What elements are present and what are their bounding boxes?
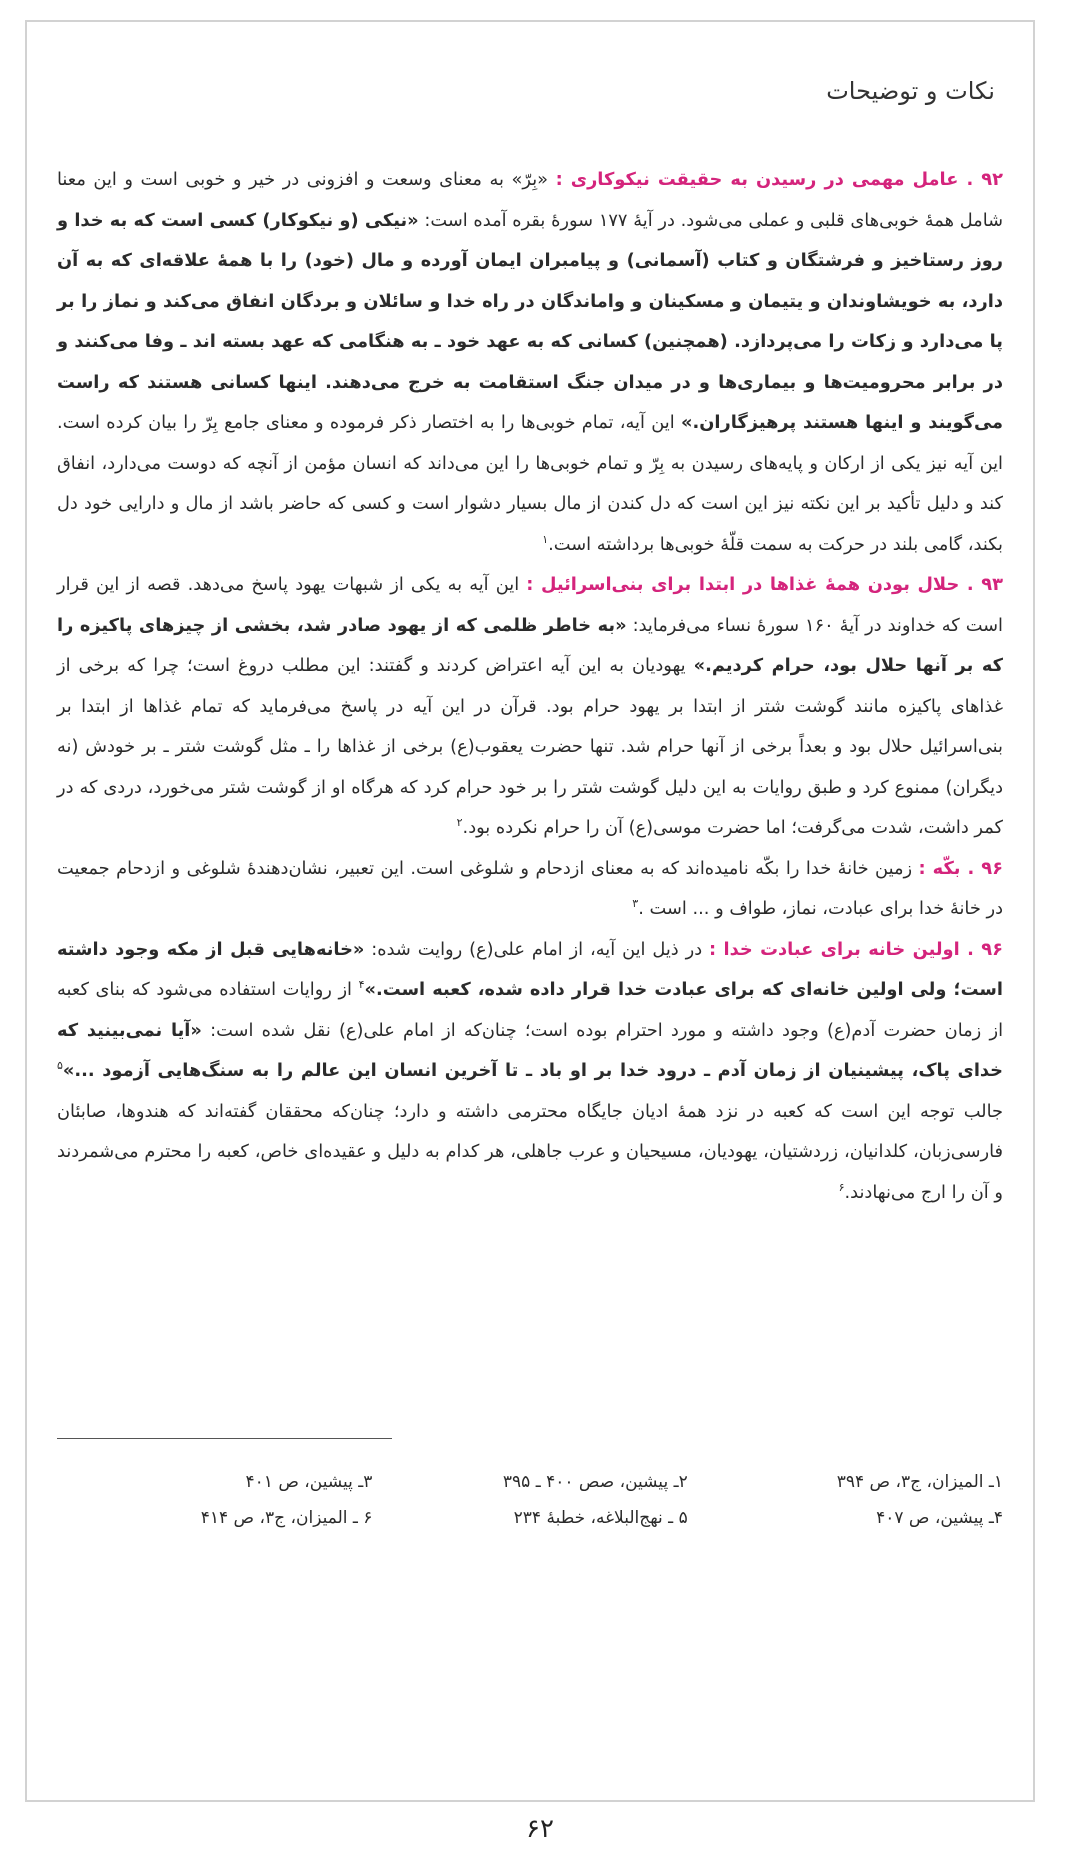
body-text: زمین خانهٔ خدا را بکّه نامیده‌اند که به معنای ازدحام و شلوغی است. این تعبیر، نشان‌دهندهٔ شلوغی و ازدحام جمعیت در خانهٔ خدا برای عبادت، نماز، طواف و ... است .	[57, 857, 1003, 919]
footnote: ۱ـ المیزان، ج۳، ص ۳۹۴	[836, 1472, 1003, 1492]
body-text: در ذیل این آیه، از امام علی(ع) روایت شده:	[364, 938, 709, 960]
section	[57, 160, 1003, 565]
page-frame	[25, 20, 1035, 1802]
section-heading: ۹۶ . اولین خانه برای عبادت خدا :	[709, 938, 1004, 960]
section	[57, 849, 1003, 930]
section-heading: ۹۲ . عامل مهمی در رسیدن به حقیقت نیکوکاری :	[555, 169, 1003, 190]
footnote-ref: ۴	[358, 978, 365, 992]
section-heading: ۹۳ . حلال بودن همهٔ غذاها در ابتدا برای بنی‌اسرائیل :	[526, 574, 1004, 595]
body-text: این آیه به یکی از شبهات یهود پاسخ می‌دهد. قصه از این قرار است که خداوند در آیهٔ ۱۶۰ سورهٔ نساء می‌فرماید:	[57, 574, 1003, 636]
body-text: جالب توجه این است که کعبه در نزد همهٔ ادیان جایگاه محترمی داشته و دارد؛ چنان‌که محققان گفته‌اند که هندوها، صابئان فارسی‌زبان، کلدانیان، زردشتیان، یهودیان، مسیحیان و عرب جاهلی، هر کدام به دلیل و عقیده‌ای خاص، کعبه را محترم می‌شمردند و آن را ارج می‌نهادند.	[57, 1100, 1003, 1203]
footnote-ref: ۳	[632, 897, 639, 911]
footnote-ref: ۱	[542, 532, 549, 546]
page-content	[51, 22, 1009, 1800]
footnote-ref: ۲	[456, 816, 463, 830]
footnote-row	[57, 1500, 1003, 1536]
footnote: ۲ـ پیشین، صص ۴۰۰ ـ ۳۹۵	[502, 1472, 688, 1492]
main-text	[57, 160, 1003, 1213]
footnote: ۵ ـ نهج‌البلاغه، خطبهٔ ۲۳۴	[513, 1508, 688, 1528]
body-text: از روایات استفاده می‌شود که بنای کعبه از زمان حضرت آدم(ع) وجود داشته و مورد احترام بوده است؛ چنان‌که از امام علی(ع) نقل شده است:	[57, 979, 1004, 1041]
footnote: ۳ـ پیشین، ص ۴۰۱	[245, 1472, 373, 1492]
footnote: ۴ـ پیشین، ص ۴۰۷	[876, 1508, 1003, 1528]
footnotes	[57, 1464, 1003, 1536]
body-text: این آیه، تمام خوبی‌ها را به اختصار ذکر فرموده و معنای جامع بِرّ را بیان کرده است. این آیه نیز یکی از ارکان و پایه‌های رسیدن به بِرّ و تمام خوبی‌ها را این می‌داند که انسان مؤمن از آنچه که دوست می‌دارد، انفاق کند و دلیل تأکید بر این نکته نیز این است که دل کندن از مال بسیار دشوار است و کسی که حاضر باشد از مال و دارایی خود دل بکند، گامی بلند در حرکت به سمت قلّهٔ خوبی‌ها برداشته است.	[57, 412, 1003, 555]
body-text: «بِرّ» به معنای وسعت و افزونی در خیر و خوبی است و این معنا شامل همهٔ خوبی‌های قلبی و عملی می‌شود. در آیهٔ ۱۷۷ سورهٔ بقره آمده است:	[57, 169, 1004, 231]
footnote-ref: ۶	[838, 1180, 845, 1194]
page-header: نکات و توضیحات	[826, 77, 995, 105]
section	[57, 565, 1003, 849]
footnote: ۶ ـ المیزان، ج۳، ص ۴۱۴	[200, 1508, 373, 1528]
quoted-verse: «خانه‌هایی قبل از مکه وجود داشته است؛ ولی اولین خانه‌ای که برای عبادت خدا قرار داده شده، کعبه است.»	[57, 938, 1003, 1000]
footnote-divider	[57, 1438, 392, 1439]
section	[57, 930, 1003, 1214]
quoted-verse: «به خاطر ظلمی که از یهود صادر شد، بخشی از چیزهای پاکیزه را که بر آنها حلال بود، حرام کردیم.»	[57, 614, 1003, 676]
footnote-row	[57, 1464, 1003, 1500]
body-text: یهودیان به این آیه اعتراض کردند و گفتند: این مطلب دروغ است؛ چرا که برخی از غذاهای پاکیزه مانند گوشت شتر از ابتدا بر یهود حرام بود. قرآن در این آیه در پاسخ می‌فرماید که تمام غذاها از ابتدا بر بنی‌اسرائیل حلال بود و بعداً برخی از آنها حرام شد. تنها حضرت یعقوب(ع) برخی از غذاها را ـ مثل گوشت شتر ـ بر خودش (نه دیگران) ممنوع کرد و طبق روایات به این دلیل گوشت شتر را بر خود حرام کرد که هرگاه او از گوشت شتر می‌خورد، دردی که در کمر داشت، شدت می‌گرفت؛ اما حضرت موسی(ع) آن را حرام نکرده بود.	[57, 655, 1003, 838]
quoted-verse: «نیکی (و نیکوکار) کسی است که به خدا و روز رستاخیز و فرشتگان و کتاب (آسمانی) و پیامبران ایمان آورده و مال (خود) را با همهٔ علاقه‌ای که به آن دارد، به خویشاوندان و یتیمان و مسکینان و واماندگان در راه خدا و سائلان و بردگان انفاق می‌کند و نماز را بر پا می‌دارد و زکات را می‌پردازد. (همچنین) کسانی که به عهد خود ـ به هنگامی که عهد بسته اند ـ وفا می‌کنند و در برابر محرومیت‌ها و بیماری‌ها و در میدان جنگ استقامت به خرج می‌دهند. اینها کسانی هستند که راست می‌گویند و اینها هستند پرهیزگاران.»	[57, 209, 1004, 433]
section-heading: ۹۶ . بکّه :	[918, 857, 1003, 879]
page-number: ۶۲	[526, 1814, 554, 1844]
quoted-verse: «آیا نمی‌بینید که خدای پاک، پیشینیان از زمان آدم ـ درود خدا بر او باد ـ تا آخرین انسان این عالم را به سنگ‌هایی آزمود ...»	[57, 1019, 1003, 1081]
footnote-ref: ۵	[57, 1059, 63, 1073]
